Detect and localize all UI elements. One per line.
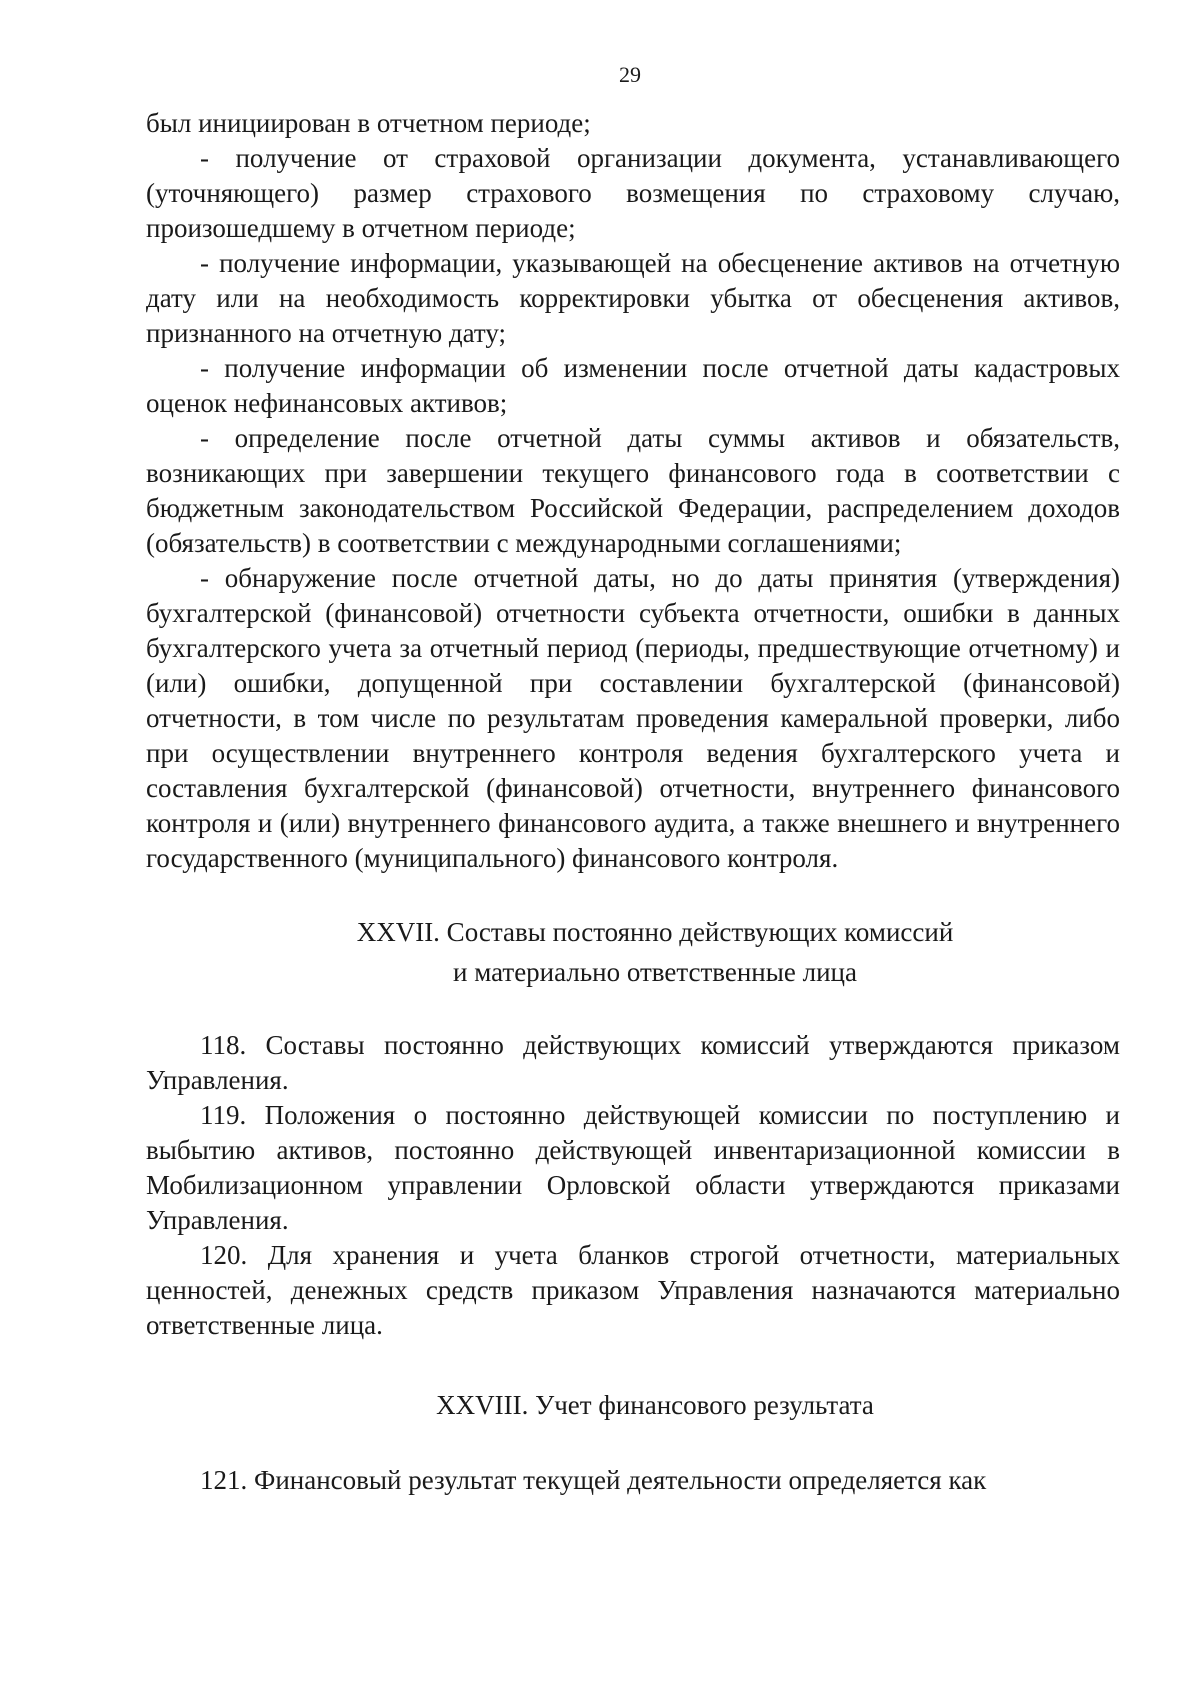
bullet-item: - получение от страховой организации документа, устанавливающего (уточняющего) размер страхового возмещения по страховому случаю, произошедшему в отчетном периоде;: [146, 143, 1120, 243]
paragraph-118: 118. Составы постоянно действующих комиссий утверждаются приказом Управления.: [146, 1030, 1120, 1095]
page-number: 29: [619, 62, 641, 87]
paragraph-119: 119. Положения о постоянно действующей комиссии по поступлению и выбытию активов, постоянно действующей инвентаризационной комиссии в Мобилизационном управлении Орловской области утверждаются приказами Управления.: [146, 1100, 1120, 1235]
section-27-title-line1: XXVII. Составы постоянно действующих комиссий: [356, 917, 954, 947]
bullet-item: - получение информации, указывающей на обесценение активов на отчетную дату или на необходимость корректировки убытка от обесценения активов, признанного на отчетную дату;: [146, 248, 1120, 348]
intro-line: был инициирован в отчетном периоде;: [146, 108, 591, 138]
section-28-heading: [146, 1385, 1120, 1425]
document-body: [146, 106, 1120, 1498]
section-28-title: XXVIII. Учет финансового результата: [436, 1390, 874, 1420]
bullet-item: - получение информации об изменении после отчетной даты кадастровых оценок нефинансовых активов;: [146, 353, 1120, 418]
paragraph-121: 121. Финансовый результат текущей деятельности определяется как: [200, 1465, 987, 1495]
section-27-title-line2: и материально ответственные лица: [453, 957, 857, 987]
bullet-item: - обнаружение после отчетной даты, но до даты принятия (утверждения) бухгалтерской (финансовой) отчетности субъекта отчетности, ошибки в данных бухгалтерского учета за отчетный период (периоды, предшествующие отчетному) и (или) ошибки, допущенной при составлении бухгалтерской (финансовой) отчетности, в том числе по результатам проведения камеральной проверки, либо при осуществлении внутреннего контроля ведения бухгалтерского учета и составления бухгалтерской (финансовой) отчетности, внутреннего финансового контроля и (или) внутреннего финансового аудита, а также внешнего и внутреннего государственного (муниципального) финансового контроля.: [146, 563, 1120, 873]
paragraph-120: 120. Для хранения и учета бланков строгой отчетности, материальных ценностей, денежных средств приказом Управления назначаются материально ответственные лица.: [146, 1240, 1120, 1340]
bullet-item: - определение после отчетной даты суммы активов и обязательств, возникающих при завершении текущего финансового года в соответствии с бюджетным законодательством Российской Федерации, распределением доходов (обязательств) в соответствии с международными соглашениями;: [146, 423, 1120, 558]
section-27-heading: [146, 912, 1120, 992]
